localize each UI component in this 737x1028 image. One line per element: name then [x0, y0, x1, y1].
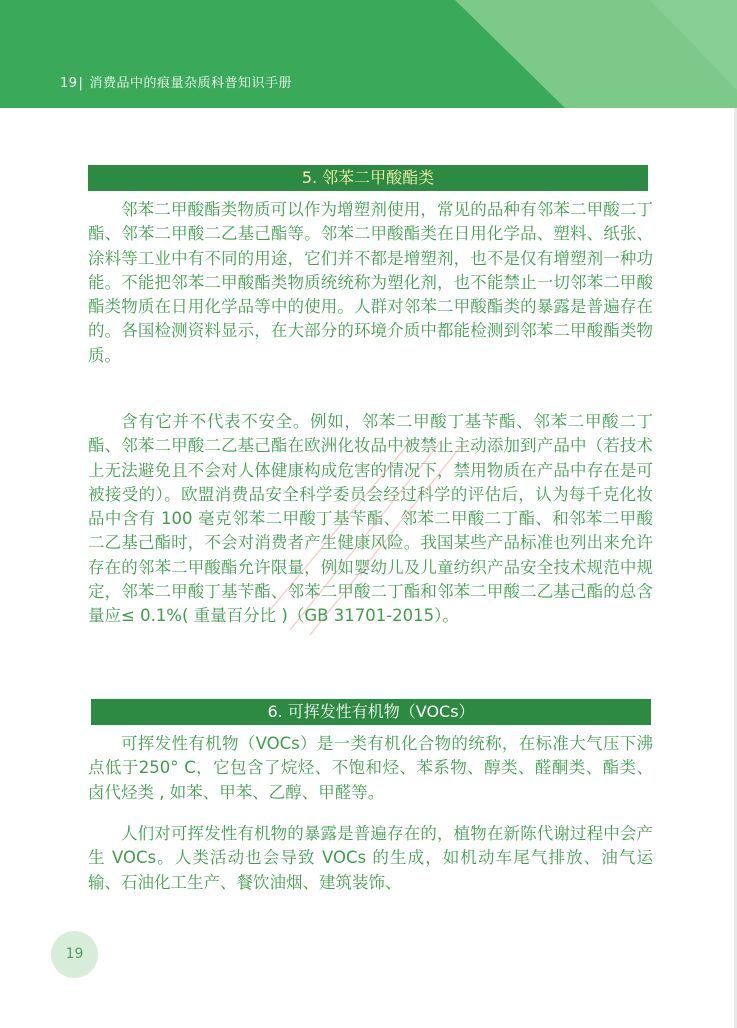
paragraph: 可挥发性有机物（VOCs）是一类有机化合物的统称，在标准大气压下沸点低于250° C，它包含了烷烃、不饱和烃、苯系物、醇类、醛酮类、酯类、卤代烃类 , 如苯、甲苯、乙醇、甲醛等。	[88, 734, 653, 802]
header-title	[60, 72, 292, 91]
book-title: 消费品中的痕量杂质科普知识手册	[89, 76, 292, 91]
header-decoration	[0, 0, 737, 108]
section-title-vocs: 6. 可挥发性有机物（VOCs）	[91, 699, 651, 725]
section-title-phthalates: 5. 邻苯二甲酸酯类	[88, 165, 648, 191]
paragraph: 邻苯二甲酸酯类物质可以作为增塑剂使用，常见的品种有邻苯二甲酸二丁酯、邻苯二甲酸二乙基己酯等。邻苯二甲酸酯类在日用化学品、塑料、纸张、涂料等工业中有不同的用途，它们并不都是增塑剂，也不是仅有增塑剂一种功能。不能把邻苯二甲酸酯类物质统统称为塑化剂，也不能禁止一切邻苯二甲酸酯类物质在日用化学品等中的使用。人群对邻苯二甲酸酯类的暴露是普遍存在的。各国检测资料显示，在大部分的环境介质中都能检测到邻苯二甲酸酯类物质。	[88, 200, 653, 365]
paragraph: 人们对可挥发性有机物的暴露是普遍存在的，植物在新陈代谢过程中会产生 VOCs。人类活动也会导致 VOCs 的生成，如机动车尾气排放、油气运输、石油化工生产、餐饮油烟、建筑装饰、	[88, 824, 653, 892]
header-separator: |	[78, 76, 84, 91]
paragraph: 含有它并不代表不安全。例如，邻苯二甲酸丁基苄酯、邻苯二甲酸二丁酯、邻苯二甲酸二乙基己酯在欧洲化妆品中被禁止主动添加到产品中（若技术上无法避免且不会对人体健康构成危害的情况下，禁用物质在产品中存在是可被接受的）。欧盟消费品安全科学委员会经过科学的评估后，认为每千克化妆品中含有 100 毫克邻苯二甲酸丁基苄酯、邻苯二甲酸二丁酯、和邻苯二甲酸二乙基己酯时，不会对消费者产生健康风险。我国某些产品标准也列出来允许存在的邻苯二甲酸酯允许限量，例如婴幼儿及儿童纺织产品安全技术规范中规定，邻苯二甲酸丁基苄酯、邻苯二甲酸二丁酯和邻苯二甲酸二乙基己酯的总含量应≤ 0.1%( 重量百分比 )（GB 31701-2015）。	[88, 412, 653, 626]
header-bar	[0, 0, 737, 108]
header-page-number: 19	[60, 76, 78, 91]
page-number-badge: 19	[51, 931, 98, 978]
